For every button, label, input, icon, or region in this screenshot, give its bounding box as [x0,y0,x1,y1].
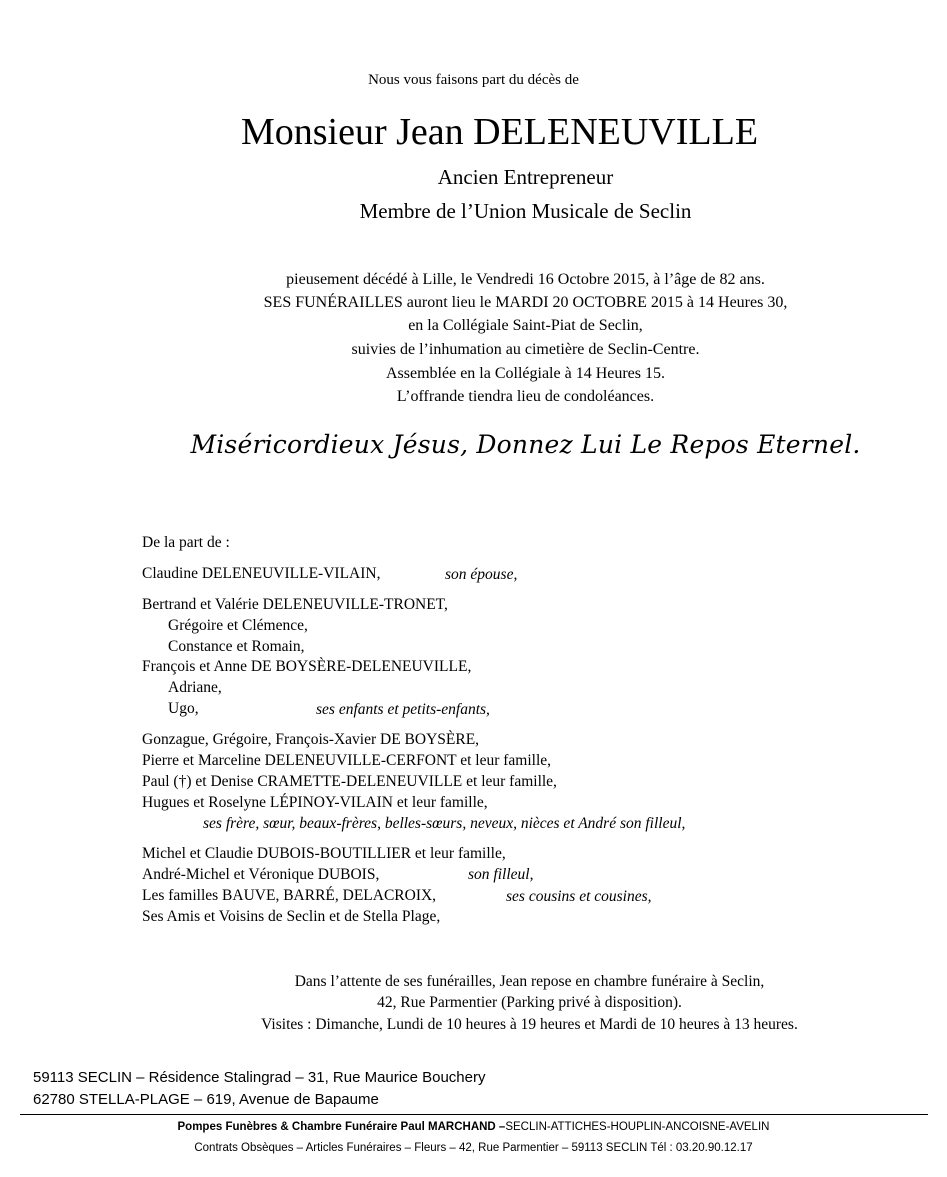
footer-towns: SECLIN-ATTICHES-HOUPLIN-ANCOISNE-AVELIN [505,1121,770,1133]
visitation-line: 42, Rue Parmentier (Parking privé à disposition). [377,994,682,1011]
family-child: Bertrand et Valérie DELENEUVILLE-TRONET, [142,596,448,613]
intro-text: Nous vous faisons part du décès de [368,72,579,88]
detail-line: Assemblée en la Collégiale à 14 Heures 15. [385,365,666,382]
family-children-role: ses enfants et petits-enfants, [316,701,490,718]
family-grandchild: Adriane, [168,679,222,696]
family-grandchild: Grégoire et Clémence, [168,617,308,634]
family-spouse-role: son épouse, [445,566,518,583]
visitation-line: Dans l’attente de ses funérailles, Jean repose en chambre funéraire à Seclin, [294,973,765,990]
family-godson-role: son filleul, [468,866,534,883]
family-sibling: Gonzague, Grégoire, François-Xavier DE BOYSÈRE, [142,731,480,748]
family-other: Michel et Claudie DUBOIS-BOUTILLIER et leur famille, [142,845,506,862]
footer-divider [20,1114,928,1115]
family-grandchild: Ugo, [168,700,199,717]
detail-line: SES FUNÉRAILLES auront lieu le MARDI 20 OCTOBRE 2015 à 14 Heures 30, [263,294,788,311]
footer-contact-line: Contrats Obsèques – Articles Funéraires – Fleurs – 42, Rue Parmentier – 59113 SECLIN Tél : 03.20.90.12.17 [194,1142,753,1154]
deceased-title-2: Membre de l’Union Musicale de Seclin [359,199,692,223]
family-sibling: Hugues et Roselyne LÉPINOY-VILAIN et leur famille, [142,794,488,811]
footer-company-line [0,1121,947,1133]
detail-line: en la Collégiale Saint-Piat de Seclin, [408,317,643,334]
deceased-title-1: Ancien Entrepreneur [437,165,614,189]
address-line: 59113 SECLIN – Résidence Stalingrad – 31, Rue Maurice Bouchery [33,1069,486,1086]
detail-line: suivies de l’inhumation au cimetière de Seclin-Centre. [351,341,700,358]
detail-line: L’offrande tiendra lieu de condoléances. [396,388,655,405]
family-intro: De la part de : [142,534,230,551]
family-sibling: Pierre et Marceline DELENEUVILLE-CERFONT et leur famille, [142,752,552,769]
address-line: 62780 STELLA-PLAGE – 619, Avenue de Bapaume [33,1091,379,1108]
family-child: François et Anne DE BOYSÈRE-DELENEUVILLE, [142,658,472,675]
family-grandchild: Constance et Romain, [168,638,305,655]
visitation-line: Visites : Dimanche, Lundi de 10 heures à 19 heures et Mardi de 10 heures à 13 heures. [261,1016,798,1033]
deceased-name: Monsieur Jean DELENEUVILLE [240,111,759,153]
family-other: Les familles BAUVE, BARRÉ, DELACROIX, [142,887,437,904]
detail-line: pieusement décédé à Lille, le Vendredi 16 Octobre 2015, à l’âge de 82 ans. [286,271,765,288]
family-sibling: Paul (†) et Denise CRAMETTE-DELENEUVILLE et leur famille, [142,773,557,790]
prayer-text: Miséricordieux Jésus, Donnez Lui Le Repos Eternel. [190,430,861,459]
family-siblings-role: ses frère, sœur, beaux-frères, belles-sœurs, neveux, nièces et André son filleul, [203,815,686,832]
footer-company: Pompes Funèbres & Chambre Funéraire Paul MARCHAND – [177,1121,506,1133]
family-cousins-role: ses cousins et cousines, [506,888,652,905]
family-spouse: Claudine DELENEUVILLE-VILAIN, [142,565,381,582]
family-other: André-Michel et Véronique DUBOIS, [142,866,380,883]
family-other: Ses Amis et Voisins de Seclin et de Stella Plage, [142,908,441,925]
